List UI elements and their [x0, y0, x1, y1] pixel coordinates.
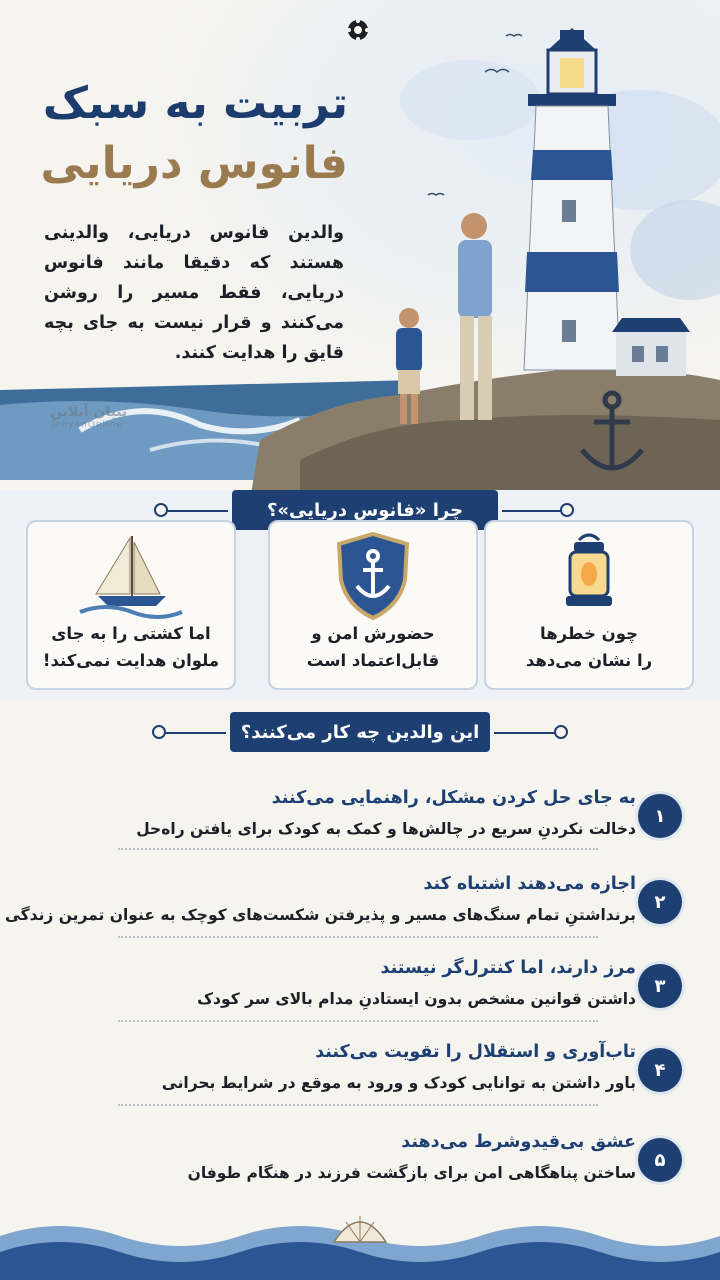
item-description: داشتن قوانین مشخص بدون ایستادنِ مدام بالای سر کودک	[197, 990, 636, 1008]
item-number-badge: ۱	[638, 794, 682, 838]
item-divider	[118, 1104, 598, 1106]
item-description: باور داشتن به توانایی کودک و ورود به موقع در شرایط بحرانی	[161, 1074, 636, 1092]
item-number-badge: ۵	[638, 1138, 682, 1182]
item-divider	[118, 848, 598, 850]
why-card-lantern	[484, 520, 694, 690]
footer-waves-decoration	[0, 1196, 720, 1280]
list-item	[0, 946, 720, 1036]
intro-paragraph: والدین فانوس دریایی، والدینی هستند که دقیقا مانند فانوس دریایی، فقط مسیر را روشن می‌کنند و قرار نیست به جای بچه قایق را هدایت کنند.	[44, 223, 344, 363]
item-number-badge: ۲	[638, 880, 682, 924]
list-item	[0, 1030, 720, 1120]
item-description: برنداشتنِ تمام سنگ‌های مسیر و پذیرفتن شکست‌های کوچک به عنوان تمرین زندگی	[4, 906, 636, 924]
sailboat-icon	[76, 530, 186, 620]
item-title: به جای حل کردن مشکل، راهنمایی می‌کنند	[271, 788, 636, 808]
lantern-icon	[554, 530, 624, 620]
watermark-persian: تبیان آنلاین	[50, 404, 128, 420]
card-line-1: چون خطرها	[540, 624, 638, 643]
tebyan-logo-icon	[346, 18, 370, 42]
list-item	[0, 862, 720, 952]
card-line-2: را نشان می‌دهد	[525, 651, 653, 670]
item-title: مرز دارند، اما کنترل‌گر نیستند	[380, 958, 636, 978]
item-number-badge: ۳	[638, 964, 682, 1008]
item-description: ساختن پناهگاهی امن برای بازگشت فرزند در هنگام طوفان	[187, 1164, 636, 1182]
list-item	[0, 776, 720, 866]
why-card-shield	[268, 520, 478, 690]
anchor-shield-icon	[333, 530, 413, 620]
ribbon-ornament-right	[560, 503, 574, 517]
why-card-text	[36, 620, 226, 674]
title-line-2: فانوس دریایی	[40, 138, 348, 189]
item-title: اجازه می‌دهند اشتباه کند	[423, 874, 636, 894]
card-line-2: ملوان هدایت نمی‌کند!	[42, 651, 220, 670]
seashell-icon	[334, 1216, 386, 1242]
why-heading: چرا «فانوس دریایی»؟	[266, 499, 464, 521]
card-line-1: اما کشتی را به جای	[51, 624, 211, 643]
watermark	[50, 404, 127, 430]
title-line-1: تربیت به سبک	[42, 78, 348, 129]
hero-section	[0, 0, 720, 500]
item-number-badge: ۴	[638, 1048, 682, 1092]
what-heading-ribbon	[230, 712, 490, 752]
why-card-text	[278, 620, 468, 674]
item-divider	[118, 936, 598, 938]
item-title: تاب‌آوری و استقلال را تقویت می‌کنند	[315, 1042, 636, 1062]
why-card-text	[494, 620, 684, 674]
ribbon-ornament-right	[554, 725, 568, 739]
what-heading: این والدین چه کار می‌کنند؟	[240, 721, 480, 743]
card-line-1: حضورش امن و	[311, 624, 435, 643]
item-divider	[118, 1020, 598, 1022]
ribbon-ornament-left	[154, 503, 168, 517]
item-title: عشق بی‌قیدوشرط می‌دهند	[401, 1132, 636, 1152]
ribbon-ornament-left	[152, 725, 166, 739]
item-description: دخالت نکردنِ سریع در چالش‌ها و کمک به کودک برای یافتن راه‌حل	[136, 820, 636, 838]
why-card-sailboat	[26, 520, 236, 690]
card-line-2: قابل‌اعتماد است	[306, 651, 440, 670]
watermark-latin: TebyanOnline	[50, 420, 123, 430]
